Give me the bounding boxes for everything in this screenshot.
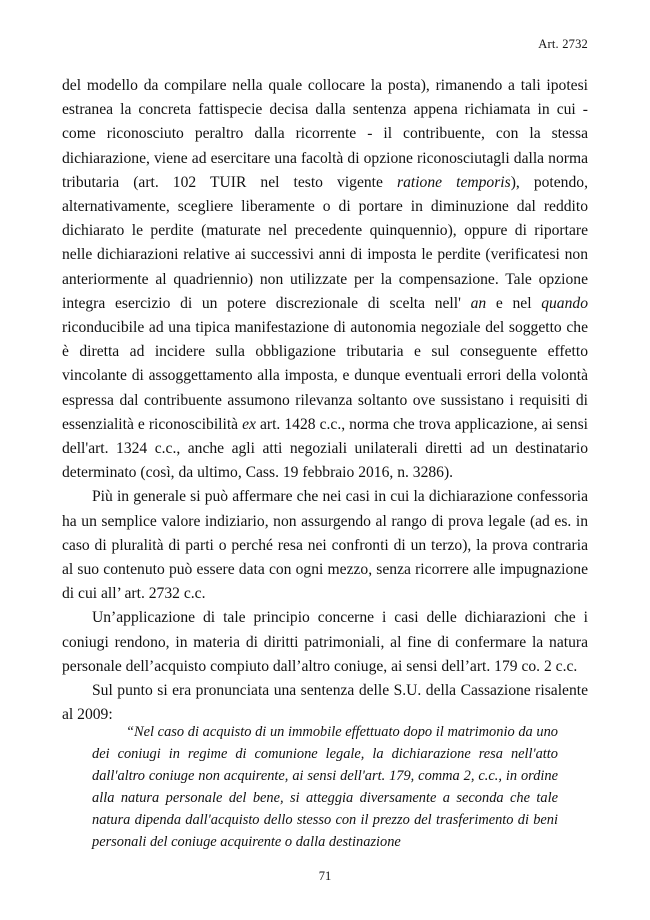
paragraph-1-italic-ratione-temporis: ratione temporis — [397, 173, 511, 191]
paragraph-1-part-i: art. 1428 c.c., norma che trova applicazione, ai sensi dell'art. 1324 c.c., anche agli atti negoziali unilaterali diretti ad un destinatario determinato (così, da ultimo, Cass. 19 febbraio 2016, n. 3286). — [62, 415, 588, 482]
running-header: Art. 2732 — [538, 37, 588, 51]
paragraph-1-part-c: ), potendo, alternativamente, scegliere liberamente o di portare in diminuzione dal reddito dichiarato le perdite (maturate nel precedente quinquennio), oppure di riportare nelle dichiarazioni relative ai successivi anni di imposta le perdite (verificatesi non anteriormente al quadriennio) non utilizzate per la compensazione. Tale opzione integra esercizio di un potere discrezionale di scelta nell' — [62, 173, 588, 312]
paragraph-1-part-e: e nel — [486, 294, 542, 312]
block-quote — [92, 721, 558, 853]
paragraph-1 — [62, 74, 588, 485]
paragraph-1-italic-an: an — [470, 294, 487, 312]
paragraph-4: Sul punto si era pronunciata una sentenza delle S.U. della Cassazione risalente al 2009: — [62, 682, 588, 724]
block-quote-text: “Nel caso di acquisto di un immobile effettuato dopo il matrimonio da uno dei coniugi in regime di comunione legale, la dichiarazione resa nell'atto dall'altro coniuge non acquirente, ai sensi dell'art. 179, comma 2, c.c., in ordine alla natura personale del bene, si atteggia diversamente a seconda che tale natura dipenda dall'acquisto dello stesso con il prezzo del trasferimento di beni personali del coniuge acquirente o dalla destinazione — [92, 724, 558, 850]
paragraph-1-italic-quando: quando — [541, 294, 588, 312]
body-text — [62, 74, 588, 727]
paragraph-1-part-g: riconducibile ad una tipica manifestazione di autonomia negoziale del soggetto che è diretta ad incidere sulla obbligazione tributaria e sul conseguente effetto vincolante di assoggettamento alla imposta, e dunque eventuali errori della volontà espressa dal contribuente assumono rilevanza soltanto ove sussistano i requisiti di essenzialità e riconoscibilità — [62, 319, 588, 433]
paragraph-1-italic-ex: ex — [242, 415, 256, 433]
paragraph-1-part-a: del modello da compilare nella quale collocare la posta), rimanendo a tali ipotesi estranea la concreta fattispecie decisa dalla sentenza appena richiamata in cui - come riconosciuto peraltro dalla ricorrente - il contribuente, con la stessa dichiarazione, viene ad esercitare una facoltà di opzione riconosciutagli dalla norma tributaria (art. 102 TUIR nel testo vigente — [62, 77, 588, 191]
paragraph-2: Più in generale si può affermare che nei casi in cui la dichiarazione confessoria ha un semplice valore indiziario, non assurgendo al rango di prova legale (ad es. in caso di pluralità di parti o perché resa nei confronti di un terzo), la prova contraria al suo contenuto può essere data con ogni mezzo, senza ricorrere alle impugnazione di cui all’ art. 2732 c.c. — [62, 488, 588, 603]
paragraph-3: Un’applicazione di tale principio concerne i casi delle dichiarazioni che i coniugi rendono, in materia di diritti patrimoniali, al fine di confermare la natura personale dell’acquisto compiuto dall’altro coniuge, ai sensi dell’art. 179 co. 2 c.c. — [62, 609, 588, 675]
page-number: 71 — [318, 869, 332, 883]
